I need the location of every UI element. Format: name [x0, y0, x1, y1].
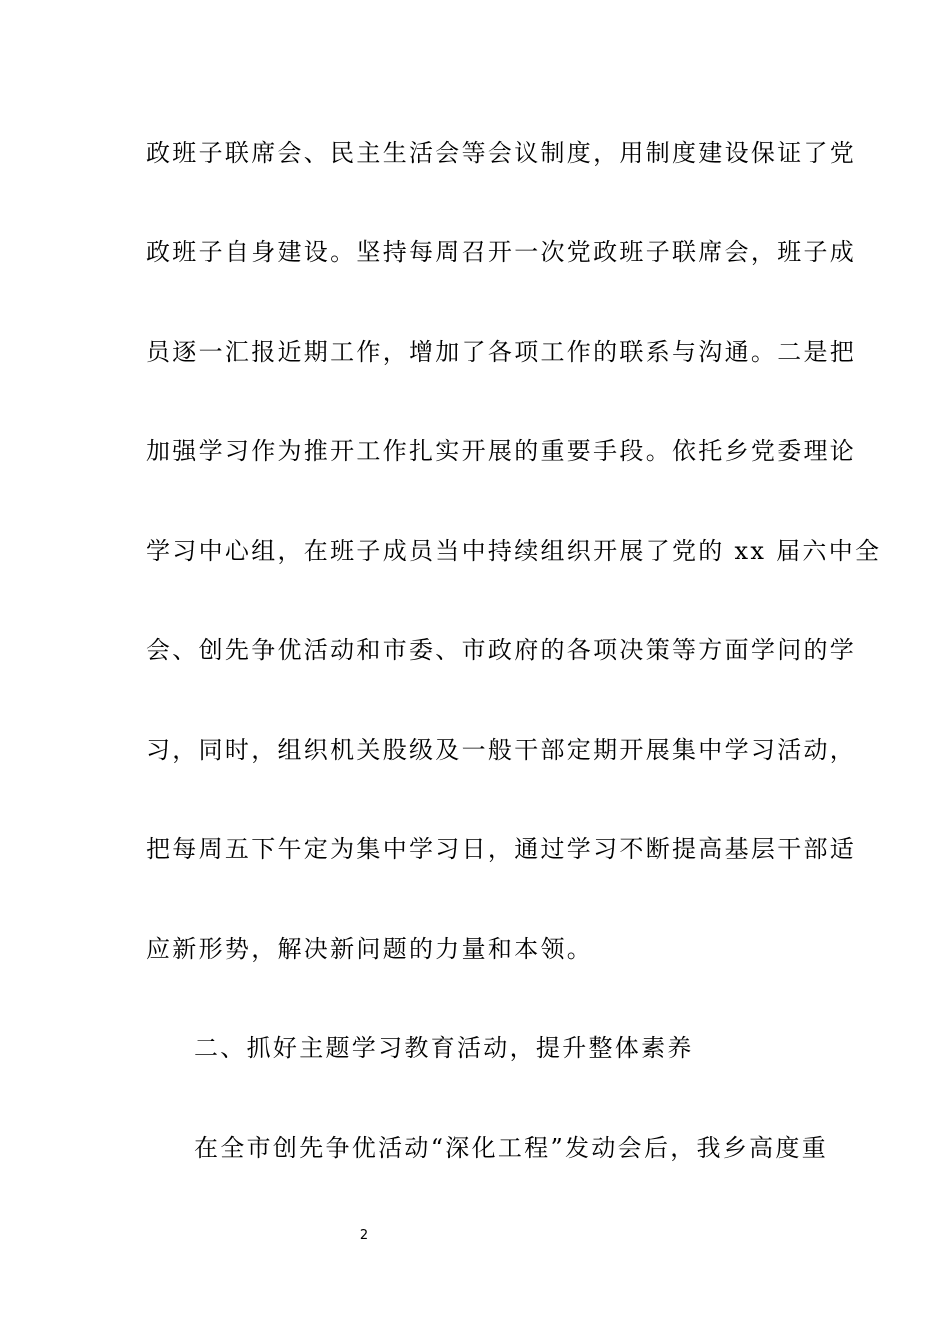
body-text-line-4: 加强学习作为推开工作扎实开展的重要手段。依托乡党委理论: [146, 437, 857, 465]
body-text-line-5: 学习中心组，在班子成员当中持续组织开展了党的 xx 届六中全: [146, 537, 882, 565]
page-number: 2: [359, 1228, 369, 1243]
section-heading: 二、抓好主题学习教育活动，提升整体素养: [194, 1034, 694, 1062]
body-text-line-8: 把每周五下午定为集中学习日，通过学习不断提高基层干部适: [146, 835, 857, 863]
paragraph-first-line: 在全市创先争优活动“深化工程”发动会后，我乡高度重: [194, 1134, 829, 1162]
body-text-line-2: 政班子自身建设。坚持每周召开一次党政班子联席会，班子成: [146, 238, 857, 266]
body-text-line-6: 会、创先争优活动和市委、市政府的各项决策等方面学问的学: [146, 636, 857, 664]
body-text-line-1: 政班子联席会、民主生活会等会议制度，用制度建设保证了党: [146, 139, 857, 167]
body-text-line-7: 习，同时，组织机关股级及一般干部定期开展集中学习活动，: [146, 736, 857, 764]
body-text-line-3: 员逐一汇报近期工作，增加了各项工作的联系与沟通。二是把: [146, 338, 857, 366]
body-text-line-9: 应新形势，解决新问题的力量和本领。: [146, 935, 594, 963]
